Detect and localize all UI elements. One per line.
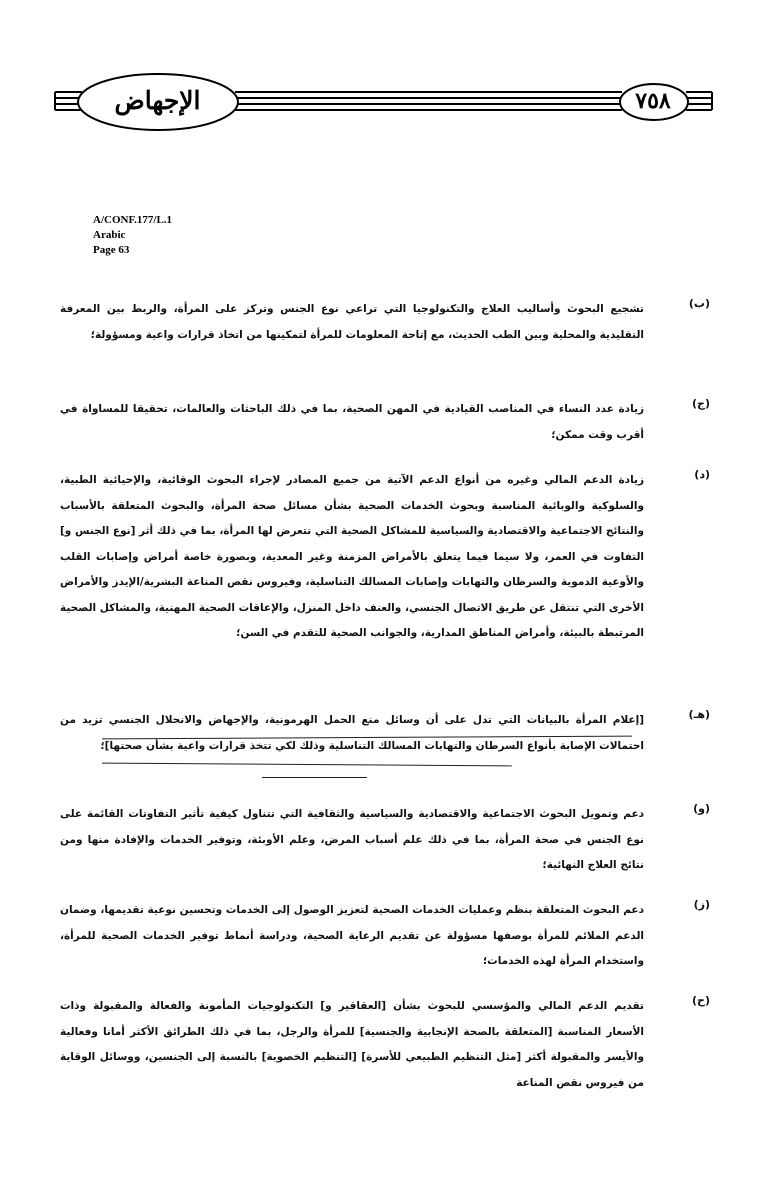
list-item bbox=[60, 297, 710, 348]
item-text: دعم وتمويل البحوث الاجتماعية والاقتصادية والسياسية والثقافية التي تتناول كيفية تأثير التفاوتات القائمة على نوع الجنس في صحة المرأة، بما في ذلك علم أسباب المرض، وعلم الأوبئة، وتوفير الخدمات والإفادة منها ومن نتائج العلاج النهائية؛ bbox=[60, 808, 644, 871]
item-text: [إعلام المرأة بالبيانات التي تدل على أن وسائل منع الحمل الهرمونية، والإجهاض والانحلال الجنسي تزيد من احتمالات الإصابة بأنواع السرطان والتهابات المسالك التناسلية وذلك لكي تتخذ قرارات واعية بشأن صحتها]؛ bbox=[60, 714, 644, 752]
handwritten-underline bbox=[102, 763, 512, 767]
item-label: (ب) bbox=[688, 297, 710, 310]
item-label: (ز) bbox=[693, 898, 710, 911]
document-symbol: A/CONF.177/L.1 bbox=[93, 214, 173, 226]
item-text: تقديم الدعم المالي والمؤسسي للبحوث بشأن [العقاقير و] التكنولوجيات المأمونة والفعالة والمقبولة وذات الأسعار المناسبة [المتعلقة بالصحة الإنجابية والجنسية] للمرأة والرجل، بما في ذلك الطرائق الأكثر أمانا وفعالية والأيسر والمقبولة أكثر [مثل التنظيم الطبيعي للأسرة] [التنظيم الخصوبة] بالنسبة إلى الجنسين، ووسائل الوقاية من فيروس نقص المناعة bbox=[60, 1000, 644, 1089]
list-item bbox=[60, 708, 710, 759]
item-text: زيادة عدد النساء في المناصب القيادية في المهن الصحية، بما في ذلك الباحثات والعالمات، تحقيقا للمساواة في أقرب وقت ممكن؛ bbox=[60, 403, 644, 441]
item-text: زيادة الدعم المالي وغيره من أنواع الدعم الآتية من جميع المصادر لإجراء البحوث الوقائية، والإحيائية الطبية، والسلوكية والوبائية المناسبة وبحوث الخدمات الصحية بشأن مسائل صحة المرأة، والبحوث المتعلقة بالأسباب والنتائج الاجتماعية والاقتصادية والسياسية للمشاكل الصحية التي تتعرض لها المرأة، بما في ذلك أثر [نوع الجنس و] التفاوت في العمر، ولا سيما فيما يتعلق بالأمراض المزمنة وغير المعدية، وبصورة خاصة أمراض وإصابات القلب والأوعية الدموية والسرطان والتهابات وإصابات المسالك التناسلية، وفيروس نقص المناعة البشرية/الإيدز والأمراض الأخرى التي تنتقل عن طريق الاتصال الجنسي، والعنف داخل المنزل، والإعاقات الصحية المهنية، والمشاكل الصحية المرتبطة بالبيئة، وأمراض المناطق المدارية، والجوانب الصحية للتقدم في السن؛ bbox=[60, 474, 644, 639]
list-item bbox=[60, 397, 710, 448]
list-item bbox=[60, 898, 710, 975]
chapter-title: الإجهاض bbox=[114, 86, 201, 115]
item-label: (ح) bbox=[692, 994, 710, 1007]
list-item bbox=[60, 802, 710, 879]
document-reference bbox=[93, 213, 172, 258]
item-label: (هـ) bbox=[688, 708, 710, 721]
handwritten-underline bbox=[262, 777, 367, 778]
list-item bbox=[60, 994, 710, 1096]
item-text: تشجيع البحوث وأساليب العلاج والتكنولوجيا التي تراعي نوع الجنس وتركز على المرأة، والربط بين المعرفة التقليدية والمحلية وبين الطب الحديث، مع إتاحة المعلومات للمرأة لتمكينها من اتخاذ قرارات واعية ومسؤولة؛ bbox=[60, 303, 644, 341]
item-text: دعم البحوث المتعلقة بنظم وعمليات الخدمات الصحية لتعزيز الوصول إلى الخدمات وتحسين نوعية تقديمها، وضمان الدعم الملائم للمرأة بوصفها مسؤولة عن تقديم الرعاية الصحية، ودراسة أنماط توفير الخدمات الصحية للمرأة، واستخدام المرأة لهذه الخدمات؛ bbox=[60, 904, 644, 967]
item-label: (و) bbox=[693, 802, 710, 815]
item-label: (ج) bbox=[692, 397, 710, 410]
document-language: Arabic bbox=[93, 229, 126, 241]
item-label: (د) bbox=[694, 468, 710, 481]
document-page: Page 63 bbox=[93, 244, 130, 256]
list-item bbox=[60, 468, 710, 647]
page-header-banner bbox=[0, 70, 770, 140]
page-number: ٧٥٨ bbox=[635, 88, 671, 114]
